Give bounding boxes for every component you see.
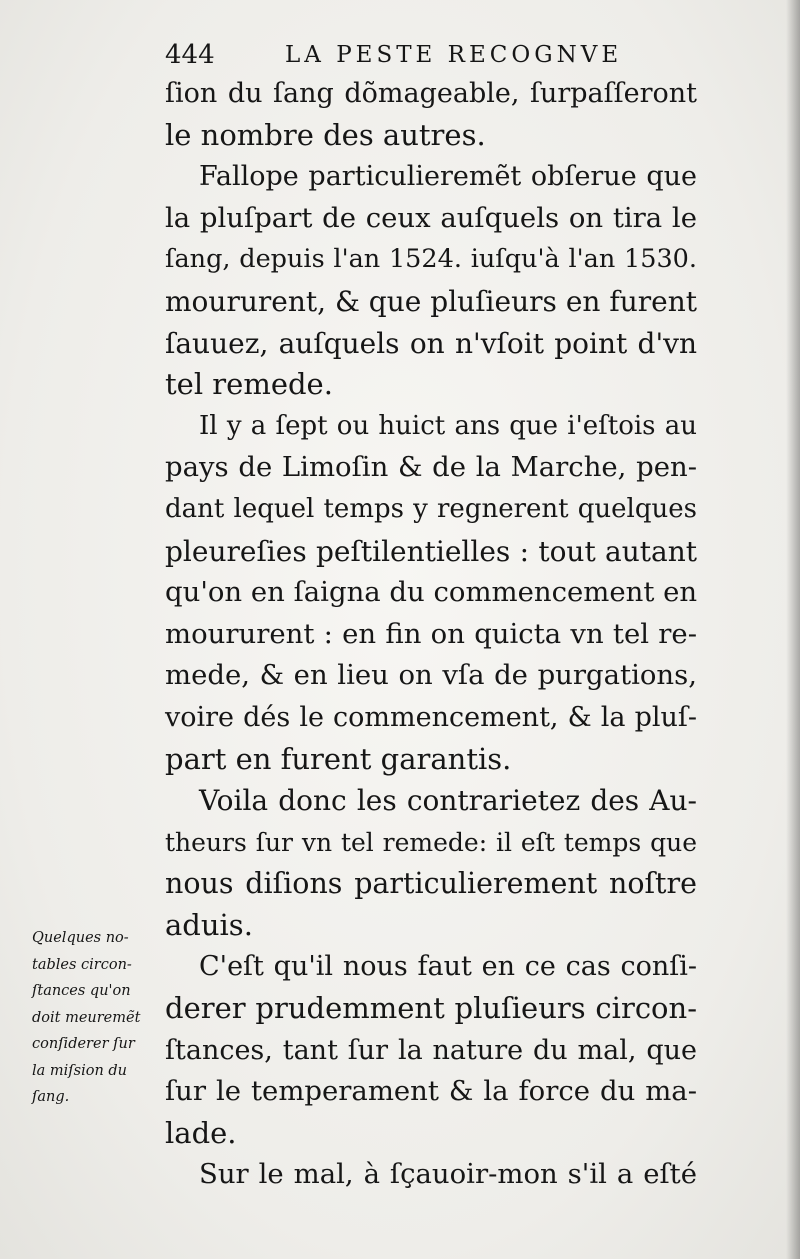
margin-note bbox=[32, 925, 162, 1111]
text-line: ſion du ſang dõmageable, ſurpaſſeront bbox=[165, 78, 697, 109]
text-line: ſtances, tant ſur la nature du mal, que bbox=[165, 1034, 697, 1066]
text-line: C'eſt qu'il nous faut en ce cas conſi- bbox=[199, 951, 697, 983]
text-line: Sur le mal, à ſçauoir-mon s'il a eſté bbox=[199, 1158, 697, 1191]
text-line: nous diſions particulierement noſtre bbox=[165, 867, 697, 901]
text-line: Voila donc les contrarietez des Au- bbox=[199, 784, 697, 818]
text-line: Fallope particulieremẽt obſerue que bbox=[199, 161, 697, 193]
text-line: aduis. bbox=[165, 907, 253, 942]
text-line: qu'on en ſaigna du commencement en bbox=[165, 576, 698, 609]
text-line: la pluſpart de ceux auſquels on tira le bbox=[165, 201, 697, 234]
text-line: voire dés le commencement, & la pluſ- bbox=[165, 701, 697, 733]
text-line: mede, & en lieu on vſa de purgations, bbox=[165, 659, 697, 692]
text-line: part en furent garantis. bbox=[165, 741, 512, 776]
margin-note-line: ſtances qu'on bbox=[32, 983, 131, 999]
text-line: tel remede. bbox=[165, 367, 333, 402]
margin-note-line: ſang. bbox=[32, 1089, 70, 1105]
running-title: LA PESTE RECOGNVE bbox=[285, 42, 623, 68]
margin-note-line: tables circon- bbox=[32, 956, 132, 973]
text-line: ſauuez, auſquels on n'vſoit point d'vn bbox=[165, 326, 697, 360]
text-line: pleureſies peſtilentielles : tout autant bbox=[165, 534, 697, 568]
text-line: Il y a ſept ou huict ans que i'eſtois au bbox=[199, 410, 697, 441]
page-gutter-shadow bbox=[786, 0, 800, 1259]
text-line: derer prudemment pluſieurs circon- bbox=[165, 991, 697, 1026]
text-line: moururent : en fin on quicta vn tel re- bbox=[165, 617, 697, 650]
margin-note-line: doit meuremẽt bbox=[32, 1009, 141, 1026]
text-line: pays de Limoſin & de la Marche, pen- bbox=[165, 451, 697, 484]
text-line: moururent, & que pluſieurs en furent bbox=[165, 284, 697, 318]
text-line: theurs ſur vn tel remede: il eſt temps que bbox=[165, 827, 697, 857]
text-line: ſang, depuis l'an 1524. iuſqu'à l'an 1530. bbox=[165, 244, 697, 275]
running-header bbox=[165, 38, 695, 72]
margin-note-line: Quelques no- bbox=[32, 930, 129, 946]
text-line: le nombre des autres. bbox=[165, 117, 486, 152]
margin-note-line: conſiderer ſur bbox=[32, 1036, 135, 1052]
body-text bbox=[165, 73, 697, 1196]
margin-note-line: la miſsion du bbox=[32, 1062, 128, 1079]
text-line: ſur le temperament & la force du ma- bbox=[165, 1075, 697, 1108]
text-line: dant lequel temps y regnerent quelques bbox=[165, 493, 697, 524]
text-line: lade. bbox=[165, 1115, 237, 1150]
page-number: 444 bbox=[165, 40, 215, 70]
